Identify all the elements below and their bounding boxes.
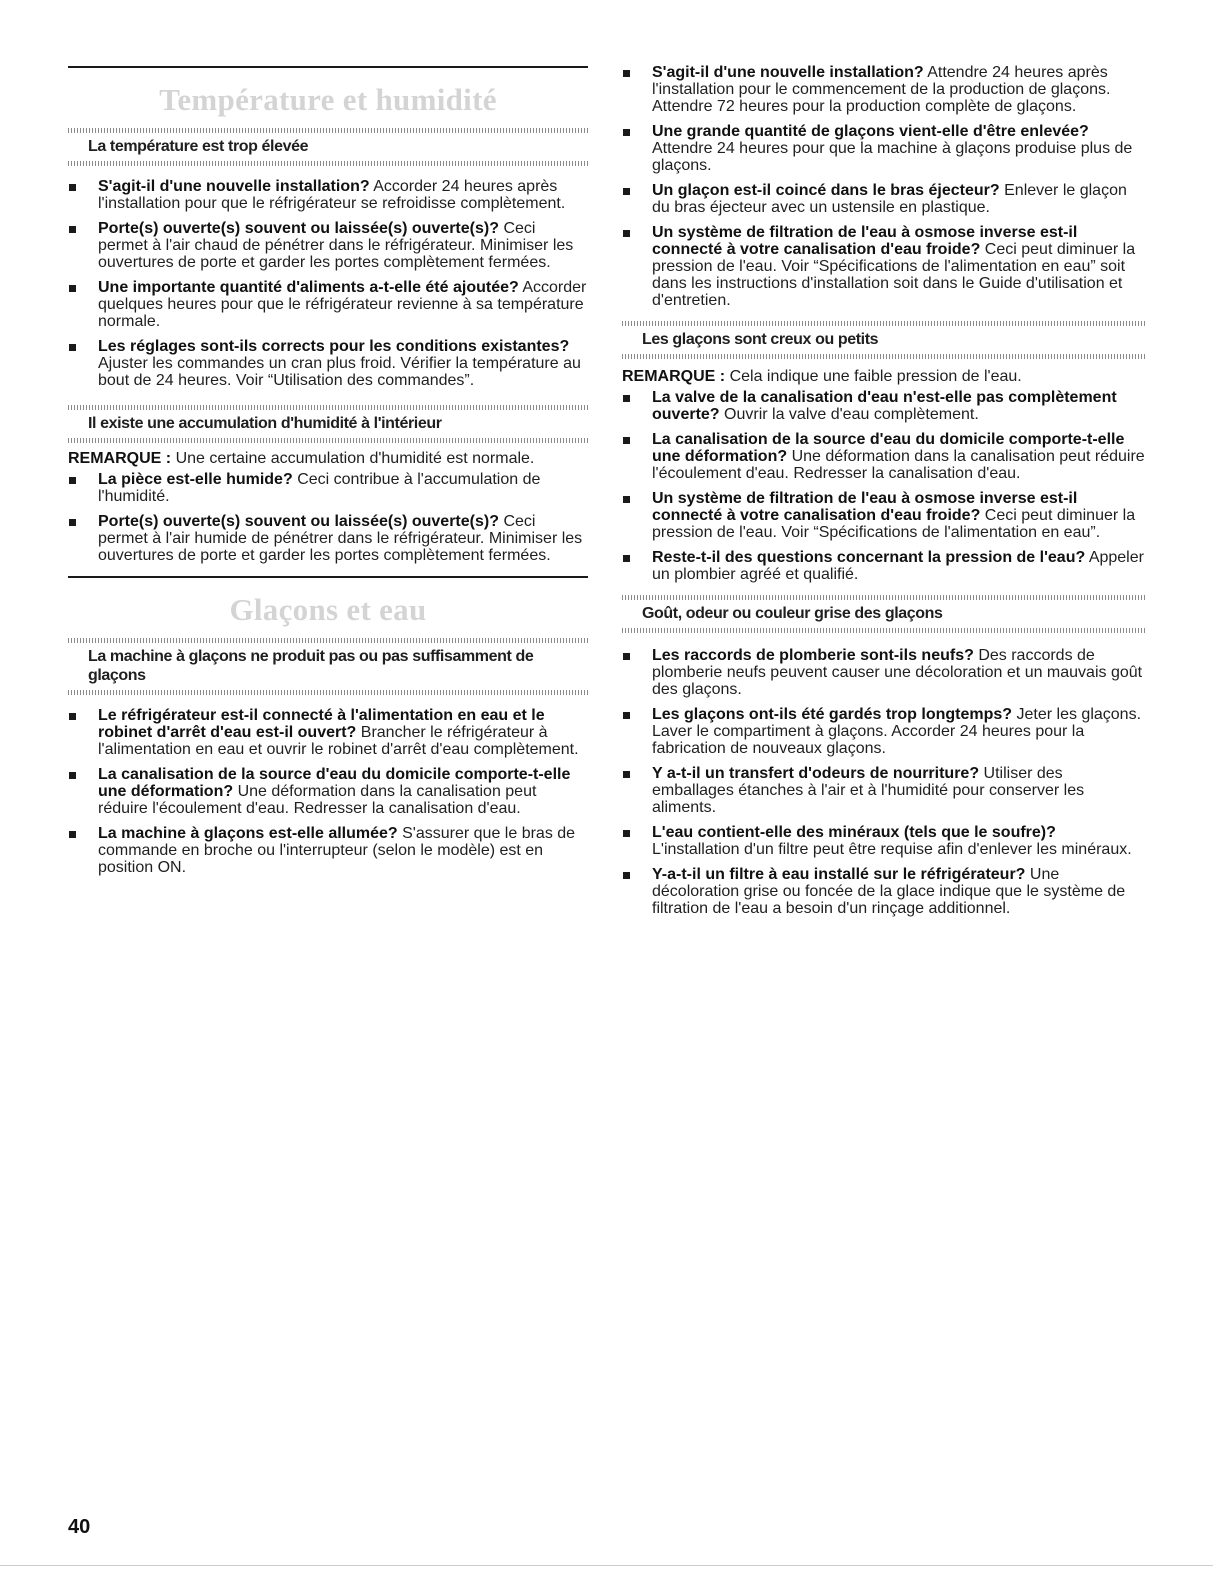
question: La machine à glaçons est-elle allumée? (98, 825, 398, 842)
list-item (68, 279, 588, 330)
list-item (622, 549, 1146, 583)
answer: S'assurer que le bras de commande en broche ou l'interrupteur (selon le modèle) est en position ON. (98, 825, 576, 876)
answer: Utiliser des emballages étanches à l'air et à l'humidité pour conserver les aliments. (652, 765, 1085, 816)
answer: Des raccords de plomberie neufs peuvent causer une décoloration et un mauvais goût des glaçons. (652, 647, 1143, 698)
note-label: REMARQUE : (622, 368, 726, 385)
answer: Une déformation dans la canalisation peut réduire l'écoulement d'eau. Redresser la canalisation d'eau. (652, 448, 1145, 482)
right-column (622, 0, 1146, 925)
question: La pièce est-elle humide? (98, 471, 293, 488)
hatch-divider (68, 690, 588, 695)
subsection-heading: Il existe une accumulation d'humidité à l'intérieur (88, 415, 442, 432)
troubleshooting-list (622, 64, 1146, 309)
answer: Une déformation dans la canalisation peut réduire l'écoulement d'eau. Redresser la canalisation d'eau. (98, 783, 537, 817)
answer: L'installation d'un filtre peut être requise afin d'enlever les minéraux. (652, 841, 1132, 858)
question: La canalisation de la source d'eau du domicile comporte-t-elle une déformation? (98, 766, 571, 800)
list-item (68, 766, 588, 817)
answer: Brancher le réfrigérateur à l'alimentation en eau et ouvrir le robinet d'arrêt d'eau complètement. (98, 724, 579, 758)
question: Un système de filtration de l'eau à osmose inverse est-il connecté à votre canalisation d'eau froide? (652, 224, 1078, 258)
answer: Attendre 24 heures pour que la machine à glaçons produise plus de glaçons. (652, 140, 1133, 174)
question: Les glaçons ont-ils été gardés trop longtemps? (652, 706, 1013, 723)
section-rule (68, 66, 588, 68)
list-item (68, 825, 588, 876)
answer: Ceci peut diminuer la pression de l'eau. Voir “Spécifications de l'alimentation en eau” soit dans les instructions d'installation soit dans le Guide d'utilisation et d'entretien. (652, 241, 1136, 309)
list-item (622, 389, 1146, 423)
troubleshooting-list (622, 389, 1146, 583)
hatch-divider (622, 595, 1146, 600)
list-item (622, 824, 1146, 858)
section-rule (68, 576, 588, 578)
note-text: Une certaine accumulation d'humidité est normale. (175, 450, 535, 467)
question: Un glaçon est-il coincé dans le bras éjecteur? (652, 182, 1000, 199)
left-column (68, 0, 588, 884)
question: S'agit-il d'une nouvelle installation? (98, 178, 370, 195)
page-number: 40 (68, 1516, 91, 1538)
question: Les réglages sont-ils corrects pour les conditions existantes? (98, 338, 570, 355)
answer: Accorder 24 heures après l'installation pour que le réfrigérateur se refroidisse complètement. (98, 178, 566, 212)
list-item (68, 220, 588, 271)
answer: Jeter les glaçons. Laver le compartiment à glaçons. Accorder 24 heures pour la fabrication de nouveaux glaçons. (652, 706, 1142, 757)
hatch-divider (622, 628, 1146, 633)
subsection-heading: La machine à glaçons ne produit pas ou pas suffisamment de glaçons (88, 648, 534, 684)
note (622, 368, 1146, 385)
question: Y-a-t-il un filtre à eau installé sur le réfrigérateur? (652, 866, 1026, 883)
list-item (68, 178, 588, 212)
subsection-heading: La température est trop élevée (88, 138, 309, 155)
answer: Une décoloration grise ou foncée de la glace indique que le système de filtration de l'eau a besoin d'un rinçage additionnel. (652, 866, 1126, 917)
list-item (622, 866, 1146, 917)
hatch-divider (622, 354, 1146, 359)
question: Reste-t-il des questions concernant la pression de l'eau? (652, 549, 1086, 566)
list-item (622, 490, 1146, 541)
answer: Ceci peut diminuer la pression de l'eau. Voir “Spécifications de l'alimentation en eau”. (652, 507, 1136, 541)
answer: Accorder quelques heures pour que le réfrigérateur revienne à sa température normale. (98, 279, 587, 330)
list-item (622, 123, 1146, 174)
troubleshooting-list (622, 647, 1146, 917)
section-title-ice-water: Glaçons et eau (229, 592, 427, 627)
question: Une grande quantité de glaçons vient-elle d'être enlevée? (652, 123, 1089, 140)
question: Porte(s) ouverte(s) souvent ou laissée(s) ouverte(s)? (98, 513, 499, 530)
troubleshooting-list (68, 707, 588, 876)
answer: Appeler un plombier agréé et qualifié. (652, 549, 1144, 583)
answer: Ceci permet à l'air chaud de pénétrer dans le réfrigérateur. Minimiser les ouvertures de porte et garder les portes complètement fermées. (98, 220, 574, 271)
question: L'eau contient-elle des minéraux (tels que le soufre)? (652, 824, 1056, 841)
list-item (622, 706, 1146, 757)
question: Une importante quantité d'aliments a-t-elle été ajoutée? (98, 279, 519, 296)
list-item (622, 224, 1146, 309)
hatch-divider (622, 321, 1146, 326)
answer: Ceci contribue à l'accumulation de l'humidité. (98, 471, 541, 505)
question: La canalisation de la source d'eau du domicile comporte-t-elle une déformation? (652, 431, 1125, 465)
question: S'agit-il d'une nouvelle installation? (652, 64, 924, 81)
page-bottom-rule (0, 1565, 1213, 1566)
subsection-heading: Les glaçons sont creux ou petits (642, 331, 879, 348)
troubleshooting-list (68, 178, 588, 389)
note-text: Cela indique une faible pression de l'eau. (729, 368, 1022, 385)
list-item (68, 707, 588, 758)
list-item (622, 64, 1146, 115)
list-item (68, 513, 588, 564)
hatch-divider (68, 161, 588, 166)
answer: Attendre 24 heures après l'installation pour le commencement de la production de glaçons. Attendre 72 heures pour la production complète de glaçons. (652, 64, 1111, 115)
answer: Ajuster les commandes un cran plus froid. Vérifier la température au bout de 24 heures. Voir “Utilisation des commandes”. (98, 355, 581, 389)
answer: Enlever le glaçon du bras éjecteur avec un ustensile en plastique. (652, 182, 1127, 216)
list-item (68, 338, 588, 389)
question: Y a-t-il un transfert d'odeurs de nourriture? (652, 765, 980, 782)
list-item (622, 647, 1146, 698)
troubleshooting-list (68, 471, 588, 564)
list-item (622, 182, 1146, 216)
hatch-divider (68, 128, 588, 133)
answer: Ceci permet à l'air humide de pénétrer dans le réfrigérateur. Minimiser les ouvertures de porte et garder les portes complètement fermées. (98, 513, 583, 564)
question: Un système de filtration de l'eau à osmose inverse est-il connecté à votre canalisation d'eau froide? (652, 490, 1078, 524)
question: Porte(s) ouverte(s) souvent ou laissée(s) ouverte(s)? (98, 220, 499, 237)
question: Le réfrigérateur est-il connecté à l'alimentation en eau et le robinet d'arrêt d'eau est-il ouvert? (98, 707, 545, 741)
section-title-temperature: Température et humidité (159, 82, 497, 117)
list-item (68, 471, 588, 505)
question: La valve de la canalisation d'eau n'est-elle pas complètement ouverte? (652, 389, 1117, 423)
subsection-heading: Goût, odeur ou couleur grise des glaçons (642, 605, 943, 622)
question: Les raccords de plomberie sont-ils neufs? (652, 647, 974, 664)
list-item (622, 431, 1146, 482)
hatch-divider (68, 638, 588, 643)
hatch-divider (68, 405, 588, 410)
note-label: REMARQUE : (68, 450, 172, 467)
note (68, 450, 588, 467)
hatch-divider (68, 438, 588, 443)
answer: Ouvrir la valve d'eau complètement. (724, 406, 979, 423)
list-item (622, 765, 1146, 816)
